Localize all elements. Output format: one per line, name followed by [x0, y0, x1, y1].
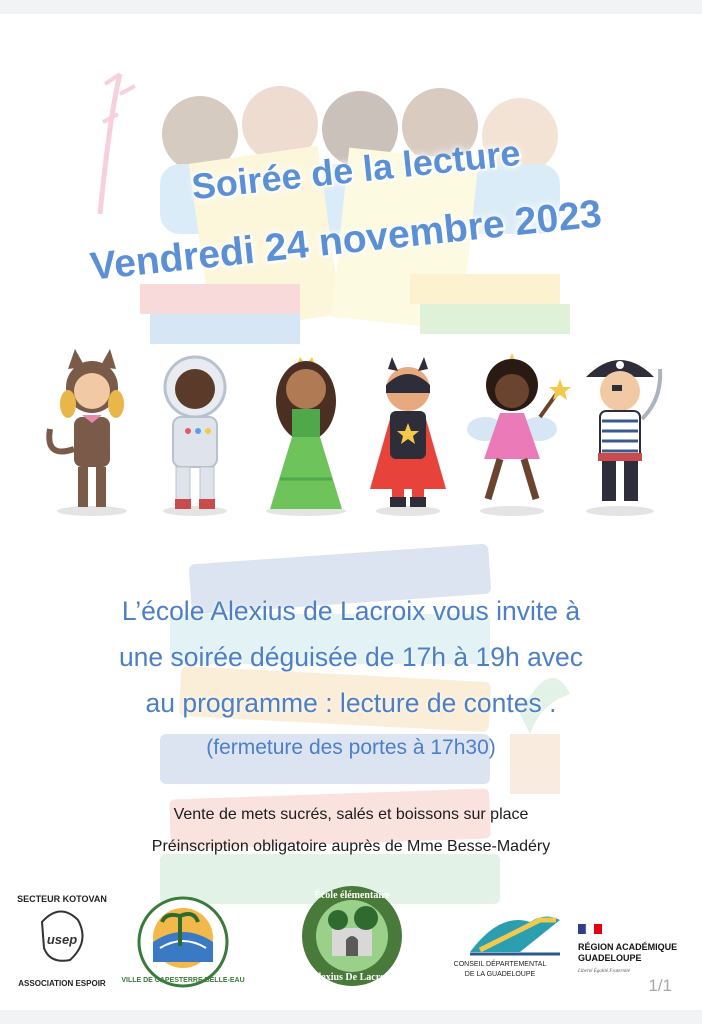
flyer-page: [0, 14, 702, 1010]
region-line-2: GUADELOUPE: [578, 953, 642, 963]
costumed-children-illustration: [30, 349, 680, 519]
partner-logos: [0, 882, 702, 992]
ecole-bottom-label: Alexius De Lacroix: [311, 972, 393, 983]
kotovan-bottom-label: ASSOCIATION ESPOIR: [18, 979, 106, 988]
cat-costume-child: [49, 349, 127, 516]
usep-label: usep: [46, 932, 78, 947]
astronaut-costume-child: [163, 357, 227, 516]
event-title: Soirée de la lecture: [189, 131, 523, 208]
fairy-costume-child: [467, 353, 571, 516]
food-sale-info: Vente de mets sucrés, salés et boissons sur place: [173, 806, 529, 823]
invitation-line-2: une soirée déguisée de 17h à 19h avec: [118, 642, 584, 672]
registration-info: Préinscription obligatoire auprès de Mme Besse-Madéry: [151, 838, 551, 855]
page-indicator: 1/1: [648, 976, 672, 995]
invitation-line-1: L’école Alexius de Lacroix vous invite à: [121, 596, 581, 626]
conseil-line-2: DE LA GUADELOUPE: [464, 971, 536, 978]
capesterre-label: VILLE DE CAPESTERRE BELLE-EAU: [121, 977, 245, 984]
conseil-departemental-logo: [454, 916, 560, 978]
capesterre-logo: [121, 898, 244, 986]
ecole-top-label: École élémentaire: [314, 890, 390, 901]
region-line-1: RÉGION ACADÉMIQUE: [578, 942, 678, 952]
kotovan-logo: [17, 894, 107, 988]
pirate-costume-child: [586, 360, 660, 516]
ecole-logo: [302, 886, 402, 986]
conseil-line-1: CONSEIL DÉPARTEMENTAL: [453, 961, 547, 968]
kotovan-top-label: SECTEUR KOTOVAN: [17, 894, 107, 904]
invitation-line-3: au programme : lecture de contes .: [145, 688, 557, 718]
closing-time-note: (fermeture des portes à 17h30): [206, 736, 496, 759]
princess-costume-child: [266, 357, 346, 516]
region-academique-logo: [577, 924, 677, 974]
region-motto: Liberté Égalité Fraternité: [578, 969, 630, 974]
event-date: Vendredi 24 novembre 2023: [88, 192, 604, 289]
superhero-costume-child: [370, 357, 446, 516]
